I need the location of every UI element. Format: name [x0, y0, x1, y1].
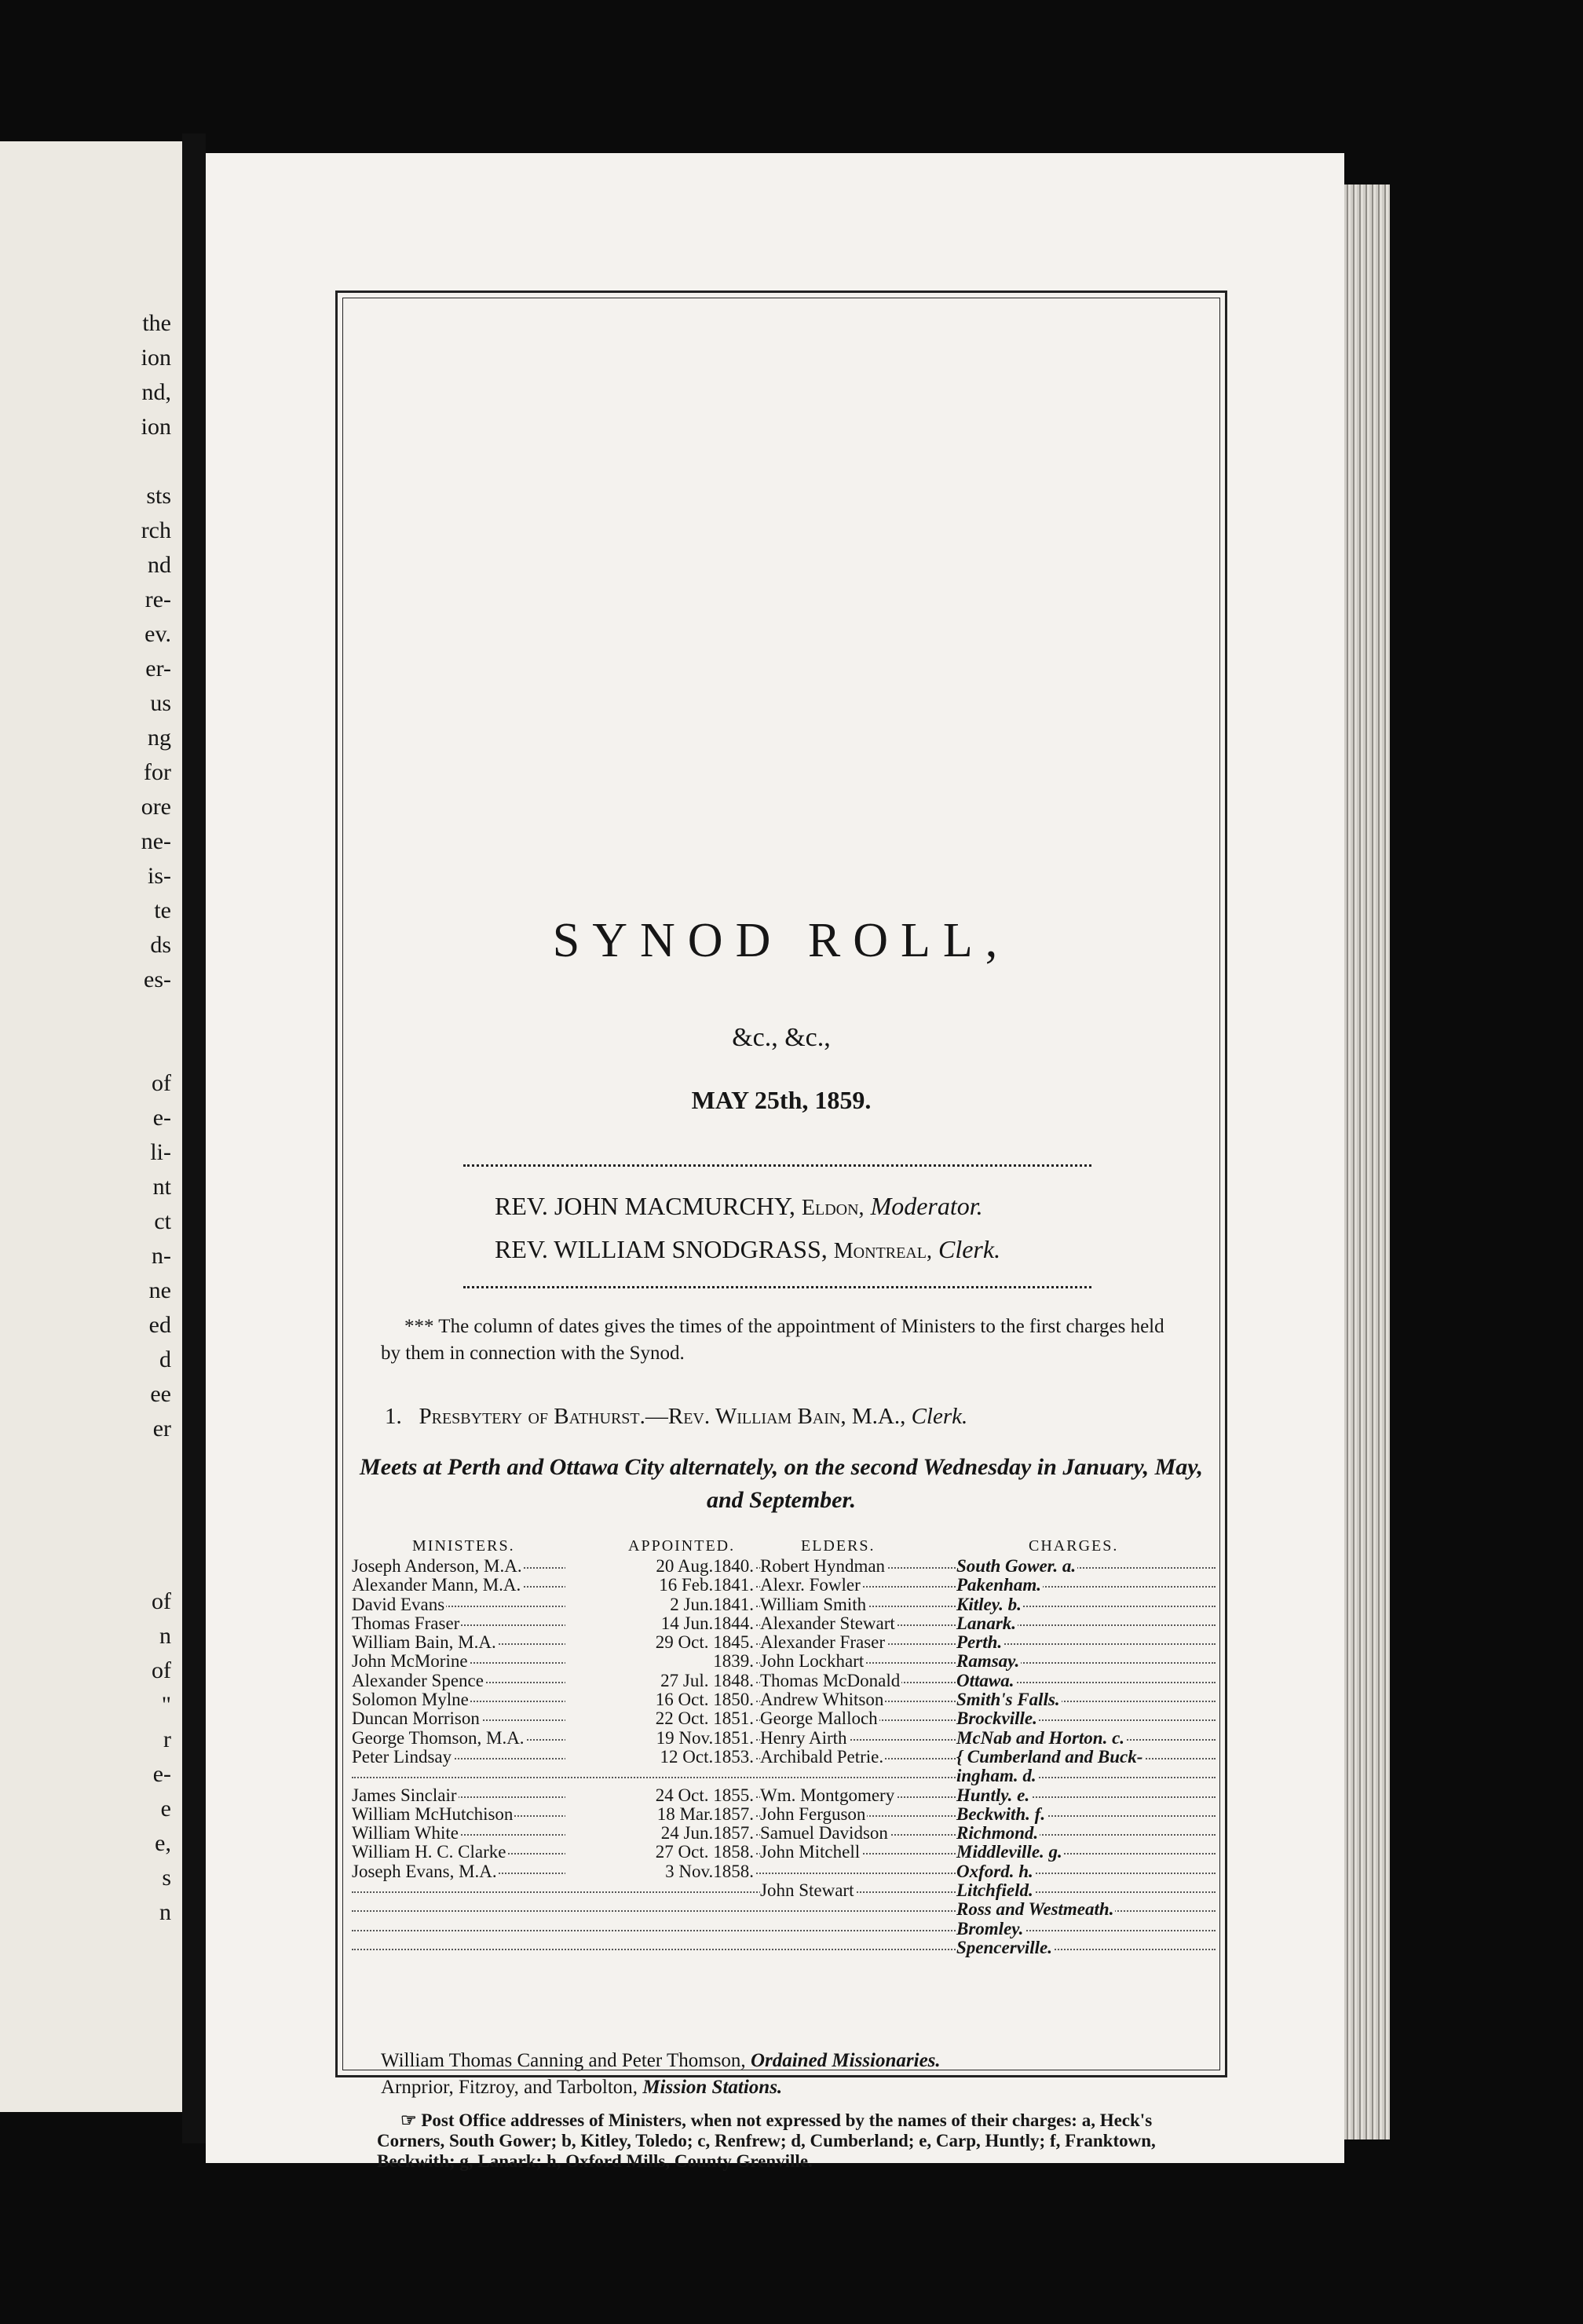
minister-cell: Peter Lindsay: [352, 1746, 452, 1767]
elder-cell: William Smith: [760, 1594, 867, 1614]
appointed-cell: 19 Nov.1851.: [565, 1729, 755, 1748]
minister-cell: George Thomson, M.A.: [352, 1727, 525, 1748]
appointed-cell: 27 Oct. 1858.: [565, 1843, 755, 1862]
table-row: [352, 1824, 1216, 1843]
charge-cell: { Cumberland and Buck-: [956, 1746, 1143, 1767]
charge-cell: Richmond.: [956, 1823, 1039, 1843]
minister-cell: Solomon Mylne: [352, 1690, 469, 1710]
moderator-place: Eldon,: [801, 1196, 865, 1220]
elder-cell: John Ferguson: [760, 1803, 866, 1824]
table-row: [352, 1672, 1216, 1690]
minister-cell: Joseph Anderson, M.A.: [352, 1556, 522, 1576]
appointed-cell: 27 Jul. 1848.: [565, 1672, 755, 1690]
presbytery-clerk: Clerk.: [911, 1404, 968, 1429]
elder-cell: Archibald Petrie.: [760, 1746, 884, 1767]
dot-leader: [352, 1930, 1216, 1931]
table-row: [352, 1843, 1216, 1862]
facing-page-text: e: [160, 1796, 171, 1822]
appointed-cell: 1839.: [565, 1652, 755, 1671]
facing-page-text: nd,: [141, 379, 171, 405]
elder-cell: Wm. Montgomery: [760, 1785, 895, 1805]
page-title: SYNOD ROLL,: [552, 914, 1011, 967]
facing-page-text: ds: [150, 932, 171, 958]
dotted-divider: [463, 1286, 1091, 1288]
facing-page-text: d: [159, 1347, 171, 1372]
elder-cell: Andrew Whitson: [760, 1690, 884, 1710]
appointed-cell: 24 Oct. 1855.: [565, 1786, 755, 1805]
charge-cell: Beckwith. f.: [956, 1803, 1046, 1824]
facing-page-text: n: [159, 1899, 171, 1925]
synod-roll-table: [352, 1557, 1216, 1957]
appointed-cell: 20 Aug.1840.: [565, 1557, 755, 1576]
subtitle-etc: &c., &c.,: [732, 1023, 831, 1052]
facing-page-text: nd: [148, 552, 171, 578]
facing-page-text: for: [144, 759, 171, 785]
facing-page-text: sts: [146, 483, 171, 509]
table-row: [352, 1633, 1216, 1652]
facing-page-text: e-: [152, 1105, 171, 1131]
facing-page-text: ": [161, 1692, 171, 1718]
document-page: [206, 153, 1344, 2171]
facing-page-text: of: [152, 1657, 171, 1683]
charge-cell: ingham. d.: [956, 1766, 1036, 1786]
appointed-cell: 12 Oct.1853.: [565, 1748, 755, 1767]
elder-cell: Robert Hyndman: [760, 1556, 886, 1576]
charge-cell: Bromley.: [956, 1918, 1024, 1938]
minister-cell: William Bain, M.A.: [352, 1632, 496, 1653]
elder-cell: Henry Airth: [760, 1727, 847, 1748]
minister-cell: William White: [352, 1823, 459, 1843]
table-row: [352, 1900, 1216, 1919]
facing-page-text: ev.: [144, 621, 171, 647]
page-edges: [1344, 185, 1390, 2139]
meeting-schedule: Meets at Perth and Ottawa City alternately, on the second Wednesday in January, May, and September.: [360, 1454, 1203, 1513]
column-header-elders: ELDERS.: [801, 1537, 876, 1555]
facing-page-text: r: [163, 1727, 171, 1752]
presbytery-number: 1.: [385, 1404, 402, 1429]
minister-cell: Duncan Morrison: [352, 1708, 480, 1729]
book-gutter: [182, 133, 206, 2143]
charge-cell: Spencerville.: [956, 1937, 1052, 1957]
table-row: [352, 1920, 1216, 1938]
table-row: [352, 1595, 1216, 1614]
elder-cell: Samuel Davidson: [760, 1823, 888, 1843]
charge-cell: Brockville.: [956, 1708, 1037, 1729]
table-row: [352, 1786, 1216, 1805]
clerk-line: [495, 1235, 1123, 1264]
appointed-cell: 24 Jun.1857.: [565, 1824, 755, 1843]
appointed-cell: 22 Oct. 1851.: [565, 1709, 755, 1728]
minister-cell: Alexander Spence: [352, 1670, 484, 1690]
facing-page-text: n-: [152, 1243, 171, 1269]
elder-cell: Thomas McDonald: [760, 1670, 901, 1690]
facing-page-text: of: [152, 1588, 171, 1614]
elder-cell: Alexander Fraser: [760, 1632, 886, 1653]
facing-page-text: ore: [141, 794, 171, 820]
appointed-cell: 18 Mar.1857.: [565, 1805, 755, 1824]
table-row: [352, 1614, 1216, 1633]
facing-page-text: n: [159, 1623, 171, 1649]
dates-note: *** The column of dates gives the times of the appointment of Ministers to the first charges held by them in connection with the Synod.: [381, 1316, 1164, 1364]
appointed-cell: 2 Jun.1841.: [565, 1595, 755, 1614]
facing-page-text: er: [152, 1416, 171, 1442]
missionaries-block: [381, 2048, 1197, 2101]
dot-leader: [352, 1777, 1216, 1778]
table-row: [352, 1576, 1216, 1595]
table-row: [352, 1767, 1216, 1785]
facing-page-text: rch: [141, 517, 171, 543]
table-row: [352, 1690, 1216, 1709]
charge-cell: Lanark.: [956, 1613, 1017, 1633]
table-row: [352, 1938, 1216, 1957]
minister-cell: Thomas Fraser: [352, 1613, 460, 1633]
dotted-divider: [463, 1164, 1091, 1167]
elder-cell: George Malloch: [760, 1708, 878, 1729]
table-row: [352, 1748, 1216, 1767]
moderator-line: [495, 1192, 1123, 1221]
clerk-place: Montreal,: [833, 1239, 932, 1263]
charge-cell: Perth.: [956, 1632, 1003, 1653]
facing-page-text: e,: [155, 1830, 171, 1856]
appointed-cell: 14 Jun.1844.: [565, 1614, 755, 1633]
facing-page-text: e-: [152, 1761, 171, 1787]
elder-cell: Alexr. Fowler: [760, 1575, 861, 1595]
appointed-cell: 16 Oct. 1850.: [565, 1690, 755, 1709]
elder-cell: John Mitchell: [760, 1842, 861, 1862]
moderator-name: REV. JOHN MACMURCHY,: [495, 1192, 795, 1220]
appointed-cell: 3 Nov.1858.: [565, 1862, 755, 1881]
facing-page-text: nt: [152, 1174, 171, 1200]
facing-page-text: ion: [141, 345, 171, 371]
table-row: [352, 1881, 1216, 1900]
column-header-appointed: APPOINTED.: [628, 1537, 736, 1555]
presbytery-name: Presbytery of Bathurst.—Rev. William Bain, M.A.,: [419, 1404, 906, 1429]
table-row: [352, 1652, 1216, 1671]
clerk-role: Clerk.: [938, 1235, 1001, 1263]
appointed-cell: 16 Feb.1841.: [565, 1576, 755, 1595]
charge-cell: Ross and Westmeath.: [956, 1899, 1114, 1920]
facing-page-text: re-: [144, 586, 171, 612]
facing-page-text: ne-: [141, 828, 171, 854]
minister-cell: David Evans: [352, 1594, 445, 1614]
charge-cell: Pakenham.: [956, 1575, 1041, 1595]
charge-cell: Smith's Falls.: [956, 1690, 1060, 1710]
facing-page-text: ne: [148, 1277, 171, 1303]
facing-page-text: ng: [148, 725, 171, 751]
table-row: [352, 1729, 1216, 1748]
roll-date: MAY 25th, 1859.: [691, 1086, 872, 1114]
charge-cell: Ottawa.: [956, 1670, 1015, 1690]
page-border-frame: [335, 290, 1227, 2171]
facing-page-text: s: [162, 1865, 171, 1891]
minister-cell: Alexander Mann, M.A.: [352, 1575, 521, 1595]
facing-page-text: ion: [141, 414, 171, 440]
minister-cell: James Sinclair: [352, 1785, 457, 1805]
minister-cell: John McMorine: [352, 1651, 468, 1672]
appointed-cell: 29 Oct. 1845.: [565, 1633, 755, 1652]
facing-page-fragment: [0, 141, 185, 2112]
mission-stations-names: Arnprior, Fitzroy, and Tarbolton,: [381, 2077, 638, 2098]
missionaries-names: William Thomas Canning and Peter Thomson,: [381, 2050, 746, 2071]
charge-cell: Litchfield.: [956, 1880, 1033, 1901]
facing-page-text: es-: [144, 967, 171, 992]
table-row: [352, 1709, 1216, 1728]
facing-page-text: ct: [154, 1208, 171, 1234]
facing-page-text: er-: [145, 656, 171, 681]
elder-cell: Alexander Stewart: [760, 1613, 895, 1633]
dot-leader: [352, 1949, 1216, 1950]
charge-cell: Kitley. b.: [956, 1594, 1022, 1614]
missionaries-role: Ordained Missionaries.: [750, 2050, 941, 2071]
charge-cell: Ramsay.: [956, 1651, 1020, 1672]
facing-page-text: of: [152, 1070, 171, 1096]
presbytery-heading: [385, 1404, 1186, 1430]
facing-page-text: ee: [150, 1381, 171, 1407]
moderator-role: Moderator.: [870, 1192, 983, 1220]
post-office-note: ☞ Post Office addresses of Ministers, when not expressed by the names of their charges: a, Heck's Corners, South Gower; b, Kitley, Toledo; c, Renfrew; d, Cumberland; e, Carp, Huntly; f, Franktown, Beckwith; g, Lanark; h, Oxford Mills, County Grenville.: [377, 2110, 1156, 2171]
facing-page-text: the: [142, 310, 171, 336]
facing-page-text: li-: [150, 1139, 171, 1165]
table-row: [352, 1805, 1216, 1824]
charge-cell: Oxford. h.: [956, 1861, 1033, 1881]
facing-page-text: ed: [148, 1312, 171, 1338]
charge-cell: South Gower. a.: [956, 1556, 1077, 1576]
facing-page-text: is-: [148, 863, 171, 889]
elder-cell: John Stewart: [760, 1880, 854, 1901]
table-row: [352, 1862, 1216, 1881]
minister-cell: William McHutchison: [352, 1803, 514, 1824]
column-header-ministers: MINISTERS.: [412, 1537, 515, 1555]
table-row: [352, 1557, 1216, 1576]
charge-cell: McNab and Horton. c.: [956, 1727, 1125, 1748]
minister-cell: William H. C. Clarke: [352, 1842, 506, 1862]
charge-cell: Middleville. g.: [956, 1842, 1062, 1862]
facing-page-text: te: [154, 897, 171, 923]
column-header-charges: CHARGES.: [1029, 1537, 1119, 1555]
minister-cell: Joseph Evans, M.A.: [352, 1861, 497, 1881]
facing-page-text: us: [150, 690, 171, 716]
mission-stations-role: Mission Stations.: [642, 2077, 783, 2098]
elder-cell: John Lockhart: [760, 1651, 865, 1672]
clerk-name: REV. WILLIAM SNODGRASS,: [495, 1235, 828, 1263]
charge-cell: Huntly. e.: [956, 1785, 1030, 1805]
